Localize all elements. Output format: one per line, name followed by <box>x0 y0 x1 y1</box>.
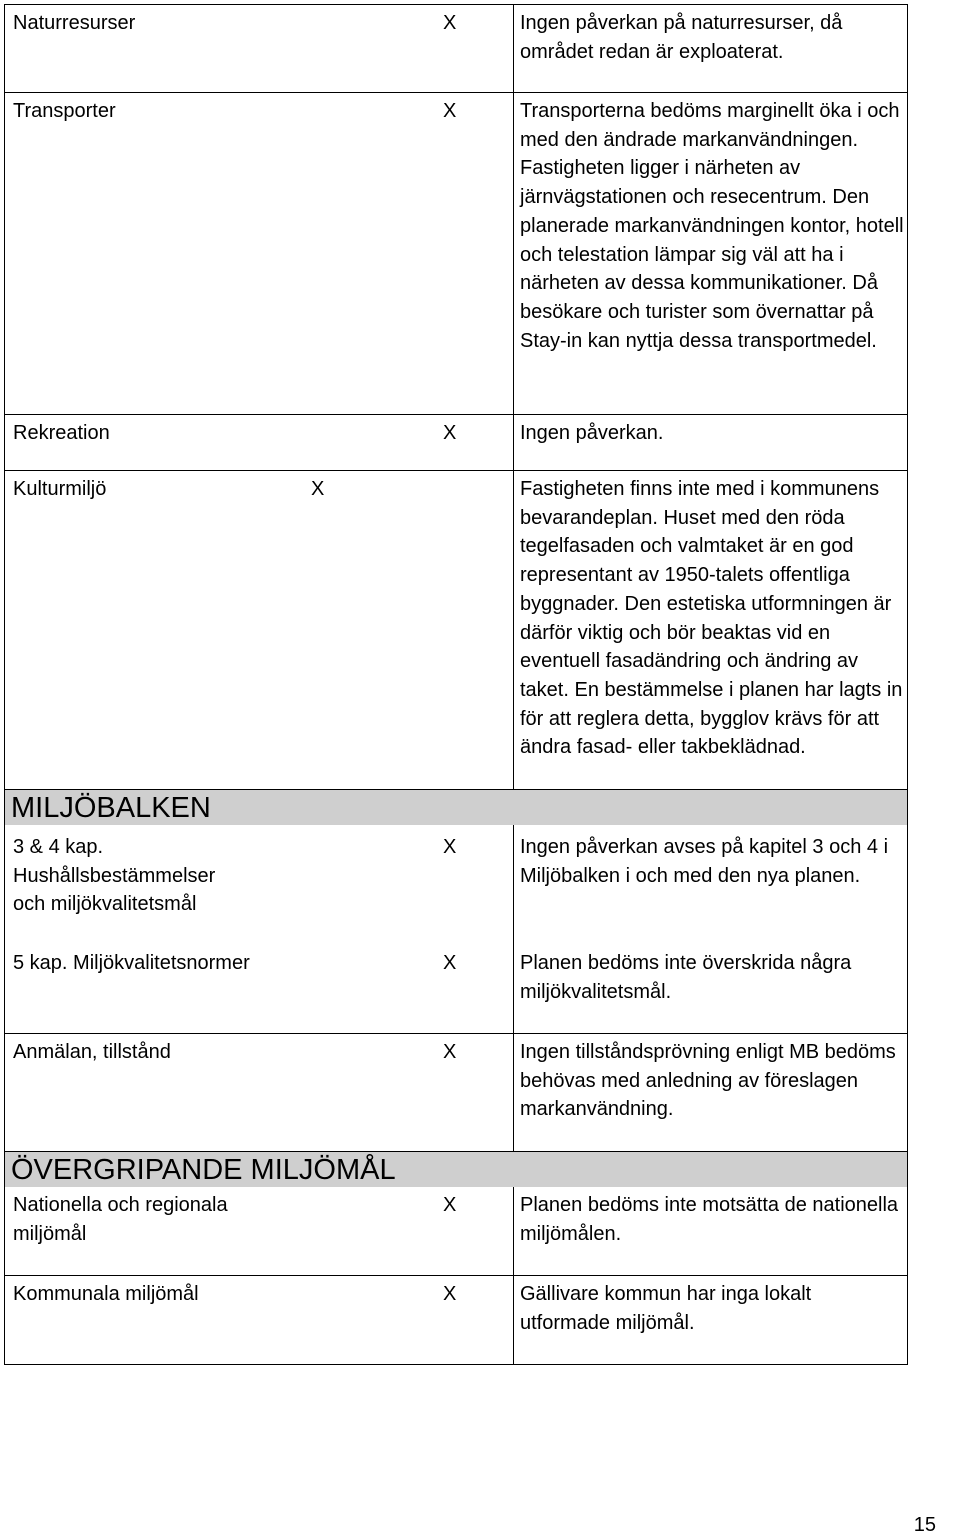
table-row <box>4 92 908 414</box>
row-description: Fastigheten finns inte med i kommunens bevarandeplan. Huset med den röda tegelfasaden och valmtaket är en god representant av 1950-talets offentliga byggnader. Den estetiska utformningen är därför viktig och bör beaktas vid en eventuell fasadändring och ändring av taket. En bestämmelse i planen har lagts in för att reglera detta, bygglov krävs för att ändra fasad- eller takbeklädnad. <box>520 478 903 759</box>
table-row <box>4 1187 908 1275</box>
check-mark: X <box>443 12 457 34</box>
row-label: Transporter <box>13 100 116 122</box>
table-row <box>4 945 908 1033</box>
row-description: Ingen påverkan på naturresurser, då området redan är exploaterat. <box>520 12 843 63</box>
row-label: Kulturmiljö <box>13 478 107 500</box>
column-divider <box>513 5 514 92</box>
table-row <box>4 414 908 470</box>
row-label: Naturresurser <box>13 12 136 34</box>
column-divider <box>513 1187 514 1275</box>
row-label: Rekreation <box>13 422 110 444</box>
column-divider <box>513 471 514 789</box>
check-mark: X <box>443 422 457 444</box>
row-description: Ingen påverkan. <box>520 422 664 444</box>
check-mark: X <box>443 1041 457 1063</box>
row-description: Planen bedöms inte överskrida några miljökvalitetsmål. <box>520 952 852 1003</box>
section-header-miljobalken: MILJÖBALKEN <box>4 789 908 825</box>
row-label: Anmälan, tillstånd <box>13 1041 171 1063</box>
check-mark: X <box>443 100 457 122</box>
row-label: 5 kap. Miljökvalitetsnormer <box>13 952 250 974</box>
table-row <box>4 470 908 789</box>
row-description: Gällivare kommun har inga lokalt utformade miljömål. <box>520 1283 812 1334</box>
page-number: 15 <box>913 1514 936 1536</box>
check-mark: X <box>443 836 457 858</box>
column-divider <box>513 825 514 945</box>
row-description: Transporterna bedöms marginellt öka i och med den ändrade markanvändningen. Fastigheten ligger i närheten av järnvägstationen och resecentrum. Den planerade markanvändningen kontor, hotell och telestation lämpar sig väl att ha i närheten av dessa kommunikationer. Då besökare och turister som övernattar på Stay-in kan nyttja dessa transportmedel. <box>520 100 904 352</box>
table-row <box>4 4 908 92</box>
column-divider <box>513 1034 514 1151</box>
row-description: Planen bedöms inte motsätta de nationella miljömålen. <box>520 1194 899 1245</box>
row-label: 3 & 4 kap. Hushållsbestämmelser och miljökvalitetsmål <box>13 836 216 916</box>
check-mark: X <box>443 1283 457 1305</box>
row-label: Kommunala miljömål <box>13 1283 199 1305</box>
table-row <box>4 1033 908 1151</box>
section-header-overgripande-miljomal: ÖVERGRIPANDE MILJÖMÅL <box>4 1151 908 1187</box>
table-row <box>4 1275 908 1365</box>
check-mark: X <box>443 952 457 974</box>
column-divider <box>513 1276 514 1364</box>
column-divider <box>513 93 514 414</box>
column-divider <box>513 415 514 470</box>
check-mark: X <box>443 1194 457 1216</box>
check-mark: X <box>311 478 325 500</box>
row-description: Ingen tillståndsprövning enligt MB bedöms behövas med anledning av föreslagen markanvändning. <box>520 1041 896 1121</box>
column-divider <box>513 945 514 1033</box>
row-label: Nationella och regionala miljömål <box>13 1194 228 1245</box>
row-description: Ingen påverkan avses på kapitel 3 och 4 i Miljöbalken i och med den nya planen. <box>520 836 889 887</box>
table-row <box>4 825 908 945</box>
